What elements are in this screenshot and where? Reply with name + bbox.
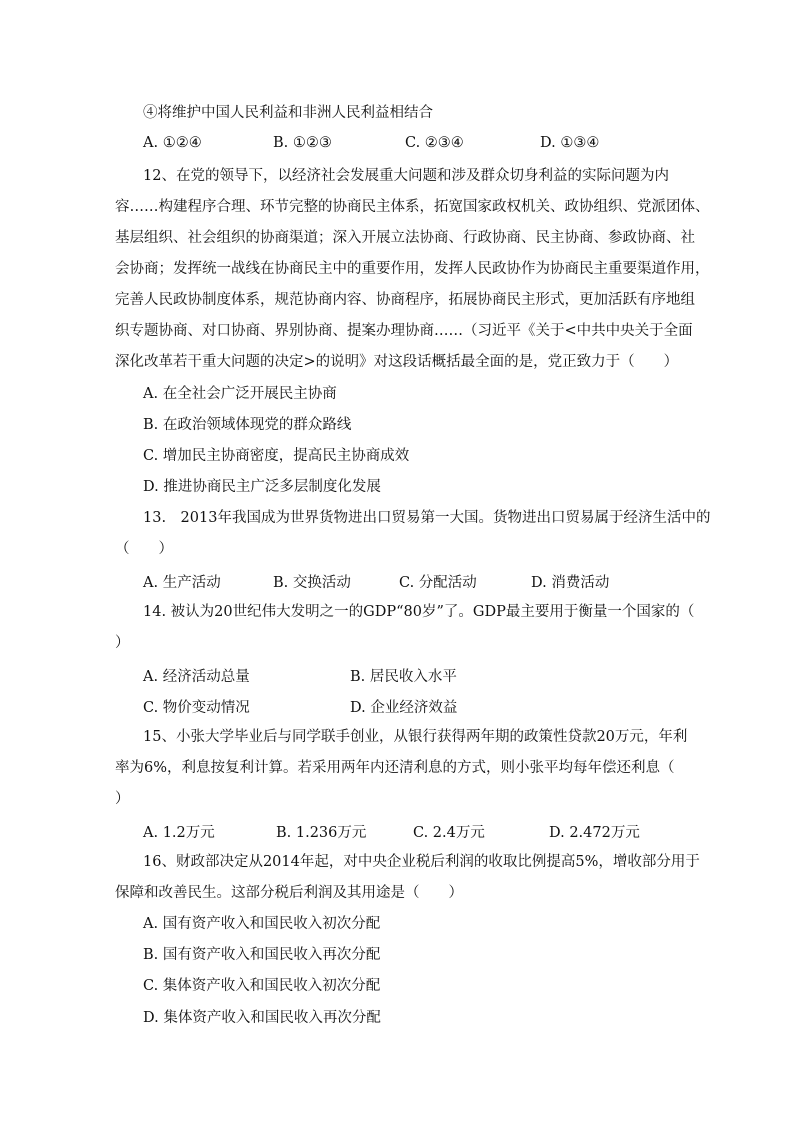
q15-line: ） (115, 791, 130, 807)
q12-option-a[interactable]: A. 在全社会广泛开展民主协商 (143, 386, 337, 402)
q14-option-c[interactable]: C. 物价变动情况 (143, 700, 250, 716)
q14-option-a[interactable]: A. 经济活动总量 (143, 669, 250, 685)
q16-line: 保障和改善民生。这部分税后利润及其用途是（ ） (115, 885, 463, 901)
q15-option-b[interactable]: B. 1.236万元 (276, 825, 367, 841)
q12-line: 完善人民政协制度体系，规范协商内容、协商程序，拓展协商民主形式，更加活跃有序地组 (115, 292, 695, 308)
q14-option-b[interactable]: B. 居民收入水平 (350, 669, 457, 685)
q16-option-c[interactable]: C. 集体资产收入和国民收入初次分配 (143, 978, 381, 994)
q12-line: 12、在党的领导下，以经济社会发展重大问题和涉及群众切身利益的实际问题为内 (143, 168, 669, 184)
q14-line: 14. 被认为20世纪伟大发明之一的GDP“80岁”了。GDP最主要用于衡量一个国家的（ (143, 604, 695, 620)
q16-option-d[interactable]: D. 集体资产收入和国民收入再次分配 (143, 1010, 381, 1026)
q12-line: 会协商；发挥统一战线在协商民主中的重要作用，发挥人民政协作为协商民主重要渠道作用， (115, 261, 710, 277)
q11-item-4: ④将维护中国人民利益和非洲人民利益相结合 (143, 105, 433, 121)
q11-option-a[interactable]: A. ①②④ (143, 135, 202, 151)
q13-line: （ ） (115, 541, 173, 557)
q12-line: 织专题协商、对口协商、界别协商、提案办理协商……（习近平《关于<中共中央关于全面 (115, 323, 693, 339)
q13-line: 13. 2013年我国成为世界货物进出口贸易第一大国。货物进出口贸易属于经济生活中的 (143, 510, 711, 526)
q16-option-a[interactable]: A. 国有资产收入和国民收入初次分配 (143, 916, 381, 932)
q11-option-b[interactable]: B. ①②③ (273, 135, 332, 151)
q13-option-a[interactable]: A. 生产活动 (143, 575, 221, 591)
q12-line: 深化改革若干重大问题的决定>的说明》对这段话概括最全面的是，党正致力于（ ） (115, 354, 679, 370)
q15-option-a[interactable]: A. 1.2万元 (143, 825, 215, 841)
q11-option-c[interactable]: C. ②③④ (405, 135, 464, 151)
q12-option-d[interactable]: D. 推进协商民主广泛多层制度化发展 (143, 479, 381, 495)
q13-option-d[interactable]: D. 消费活动 (531, 575, 610, 591)
q15-line: 15、小张大学毕业后与同学联手创业，从银行获得两年期的政策性贷款20万元，年利 (143, 729, 688, 745)
q12-option-b[interactable]: B. 在政治领域体现党的群众路线 (143, 417, 352, 433)
q12-line: 容……构建程序合理、环节完整的协商民主体系，拓宽国家政权机关、政协组织、党派团体、 (115, 199, 710, 215)
q14-option-d[interactable]: D. 企业经济效益 (350, 700, 458, 716)
q15-option-c[interactable]: C. 2.4万元 (413, 825, 485, 841)
q13-option-b[interactable]: B. 交换活动 (273, 575, 351, 591)
q12-option-c[interactable]: C. 增加民主协商密度，提高民主协商成效 (143, 448, 410, 464)
q12-line: 基层组织、社会组织的协商渠道；深入开展立法协商、行政协商、民主协商、参政协商、社 (115, 230, 695, 246)
q15-line: 率为6%，利息按复利计算。若采用两年内还清利息的方式，则小张平均每年偿还利息（ (115, 760, 675, 776)
q16-line: 16、财政部决定从2014年起，对中央企业税后利润的收取比例提高5%，增收部分用于 (143, 854, 700, 870)
q16-option-b[interactable]: B. 国有资产收入和国民收入再次分配 (143, 947, 381, 963)
q13-option-c[interactable]: C. 分配活动 (399, 575, 477, 591)
q11-option-d[interactable]: D. ①③④ (540, 135, 600, 151)
q15-option-d[interactable]: D. 2.472万元 (549, 825, 640, 841)
q14-line: ） (115, 635, 130, 651)
